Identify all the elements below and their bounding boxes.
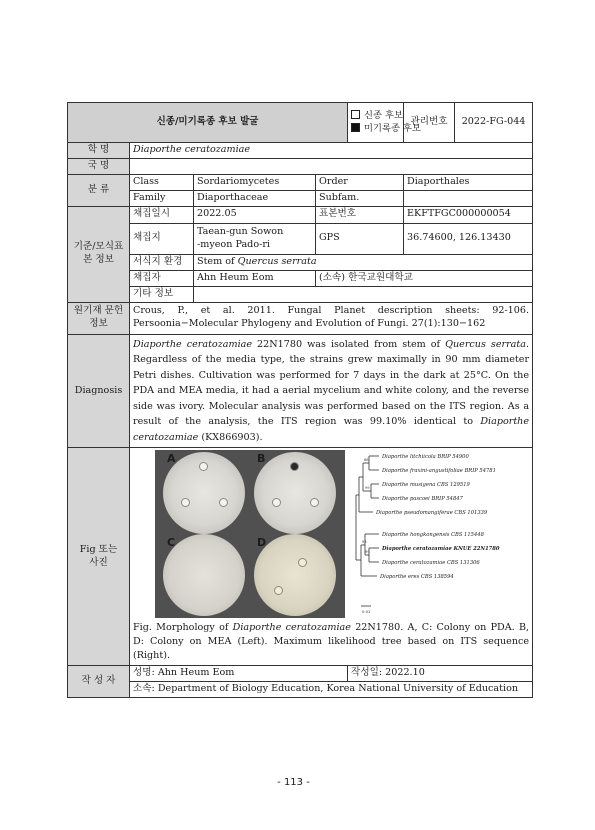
inoculum-dot xyxy=(272,498,281,507)
collector-value: Ahn Heum Eom xyxy=(194,270,316,286)
management-number-label: 관리번호 xyxy=(404,103,455,143)
checkbox-icon xyxy=(351,110,360,119)
family-label: Family xyxy=(130,190,194,206)
taxon-label: Diaporthe fraxini-angustifoliae BRIP 54781 xyxy=(382,468,496,475)
scientific-name-value: Diaporthe ceratozamiae xyxy=(130,143,533,159)
report-title: 신종/미기록종 후보 발굴 xyxy=(68,103,348,143)
collector-affiliation: (소속) 한국교원대학교 xyxy=(316,270,533,286)
specimen-number-value: EKFTFGC000000054 xyxy=(404,206,533,223)
diagnosis-text: Diaporthe ceratozamiae 22N1780 was isolated from stem of Quercus serrata. Regardless of the media type, the strains grew maximally in 90 mm diameter Petri dishes. Cultivation was performed for 7 days in the dark at 25°C. On the PDA and MEA media, it had a aerial mycelium and white colony, and the reverse side was ivory. Molecular analysis was performed based on the ITS region. As a result of the analysis, the ITS region was 99.10% identical to Diaporthe ceratozamiae (KX866903). xyxy=(130,334,533,448)
support-value: 99 xyxy=(365,486,370,491)
figure-panel xyxy=(133,450,529,620)
author-date: 작성일: 2022.10 xyxy=(348,666,533,682)
specimen-number-label: 표본번호 xyxy=(316,206,404,223)
figure-label: Fig 또는 사진 xyxy=(68,448,130,666)
korean-name-value xyxy=(130,158,533,174)
taxon-label: Diaporthe litchiicola BRIP 54900 xyxy=(382,454,469,461)
inoculum-dot xyxy=(181,498,190,507)
gps-value: 36.74600, 126.13430 xyxy=(404,223,533,254)
species-report-table xyxy=(67,102,533,698)
inoculum-dot xyxy=(298,558,307,567)
inoculum-dot xyxy=(274,586,283,595)
candidate-type-box xyxy=(348,103,421,143)
taxon-label: Diaporthe eres CBS 138594 xyxy=(380,574,454,581)
collection-site-label: 채집지 xyxy=(130,223,194,254)
plate-label-a: A xyxy=(167,452,176,466)
taxon-label: Diaporthe pascoei BRIP 54847 xyxy=(382,496,463,503)
inoculum-dot xyxy=(290,462,299,471)
scale-bar-label: 0.01 xyxy=(362,609,371,615)
class-value: Sordariomycetes xyxy=(194,174,316,190)
reference-line-2: Persoonia−Molecular Phylogeny and Evolution of Fungi. 27(1):130−162 xyxy=(133,318,486,330)
inoculum-dot xyxy=(199,462,208,471)
subfamily-label: Subfam. xyxy=(316,190,404,206)
collector-label: 채집자 xyxy=(130,270,194,286)
reference-line-1: Crous, P., et al. 2011. Fungal Planet description sheets: 92-106. xyxy=(133,305,530,317)
inoculum-dot xyxy=(219,498,228,507)
author-name: 성명: Ahn Heum Eom xyxy=(130,666,348,682)
gps-label: GPS xyxy=(316,223,404,254)
classification-label: 분 류 xyxy=(68,174,130,206)
plate-label-c: C xyxy=(167,536,176,550)
culture-plates-photo xyxy=(155,450,345,618)
plate-label-d: D xyxy=(257,536,267,550)
korean-name-label: 국 명 xyxy=(68,158,130,174)
other-info-label: 기타 정보 xyxy=(130,286,194,302)
order-value: Diaporthales xyxy=(404,174,533,190)
page-number: - 113 - xyxy=(277,777,310,788)
support-value: 99 xyxy=(365,550,370,555)
taxon-label: Diaporthe ceratozamiae CBS 131306 xyxy=(382,560,480,567)
taxon-label: Diaporthe hongkongensis CBS 115448 xyxy=(382,532,484,539)
scientific-name-label: 학 명 xyxy=(68,143,130,159)
plate-d xyxy=(254,534,336,616)
reference-label: 원기재 문헌 정보 xyxy=(68,302,130,334)
diagnosis-label: Diagnosis xyxy=(68,334,130,448)
taxon-label-highlight: Diaporthe ceratozamiae KNUE 22N1780 xyxy=(382,546,500,553)
plate-b xyxy=(254,452,336,534)
reference-value xyxy=(130,302,533,334)
tree-labels xyxy=(375,454,500,580)
collection-date-label: 채집일시 xyxy=(130,206,194,223)
checked-checkbox-icon xyxy=(351,123,360,132)
new-species-option[interactable]: 신종 후보 xyxy=(351,110,400,123)
habitat-label: 서식지 환경 xyxy=(130,254,194,270)
tree-branches xyxy=(356,456,379,606)
collection-site-value: Taean-gun Sowon -myeon Pado-ri xyxy=(194,223,316,254)
subfamily-value xyxy=(404,190,533,206)
figure-cell xyxy=(130,448,533,666)
specimen-info-label: 기준/모식표 본 정보 xyxy=(68,206,130,302)
support-value: 88 xyxy=(364,458,369,463)
family-value: Diaporthaceae xyxy=(194,190,316,206)
phylogenetic-tree xyxy=(355,450,595,618)
support-value: 98 xyxy=(362,540,367,545)
inoculum-dot xyxy=(310,498,319,507)
author-affiliation: 소속: Department of Biology Education, Korea National University of Education xyxy=(130,682,533,698)
habitat-value: Stem of Quercus serrata xyxy=(194,254,533,270)
plate-label-b: B xyxy=(257,452,266,466)
unrecorded-species-option[interactable]: 미기록종 후보 xyxy=(351,123,400,136)
collection-date-value: 2022.05 xyxy=(194,206,316,223)
taxon-label: Diaporthe musigena CBS 129519 xyxy=(382,482,470,489)
plate-c xyxy=(163,534,245,616)
figure-caption: Fig. Morphology of Diaporthe ceratozamiae 22N1780. A, C: Colony on PDA. B, D: Colony on MEA (Left). Maximum likelihood tree based on ITS sequence (Right). xyxy=(133,622,530,662)
author-label: 작 성 자 xyxy=(68,666,130,698)
class-label: Class xyxy=(130,174,194,190)
taxon-label: Diaporthe pseudomangiferae CBS 101339 xyxy=(376,510,488,517)
management-number-value: 2022-FG-044 xyxy=(455,103,533,143)
order-label: Order xyxy=(316,174,404,190)
other-info-value xyxy=(194,286,533,302)
